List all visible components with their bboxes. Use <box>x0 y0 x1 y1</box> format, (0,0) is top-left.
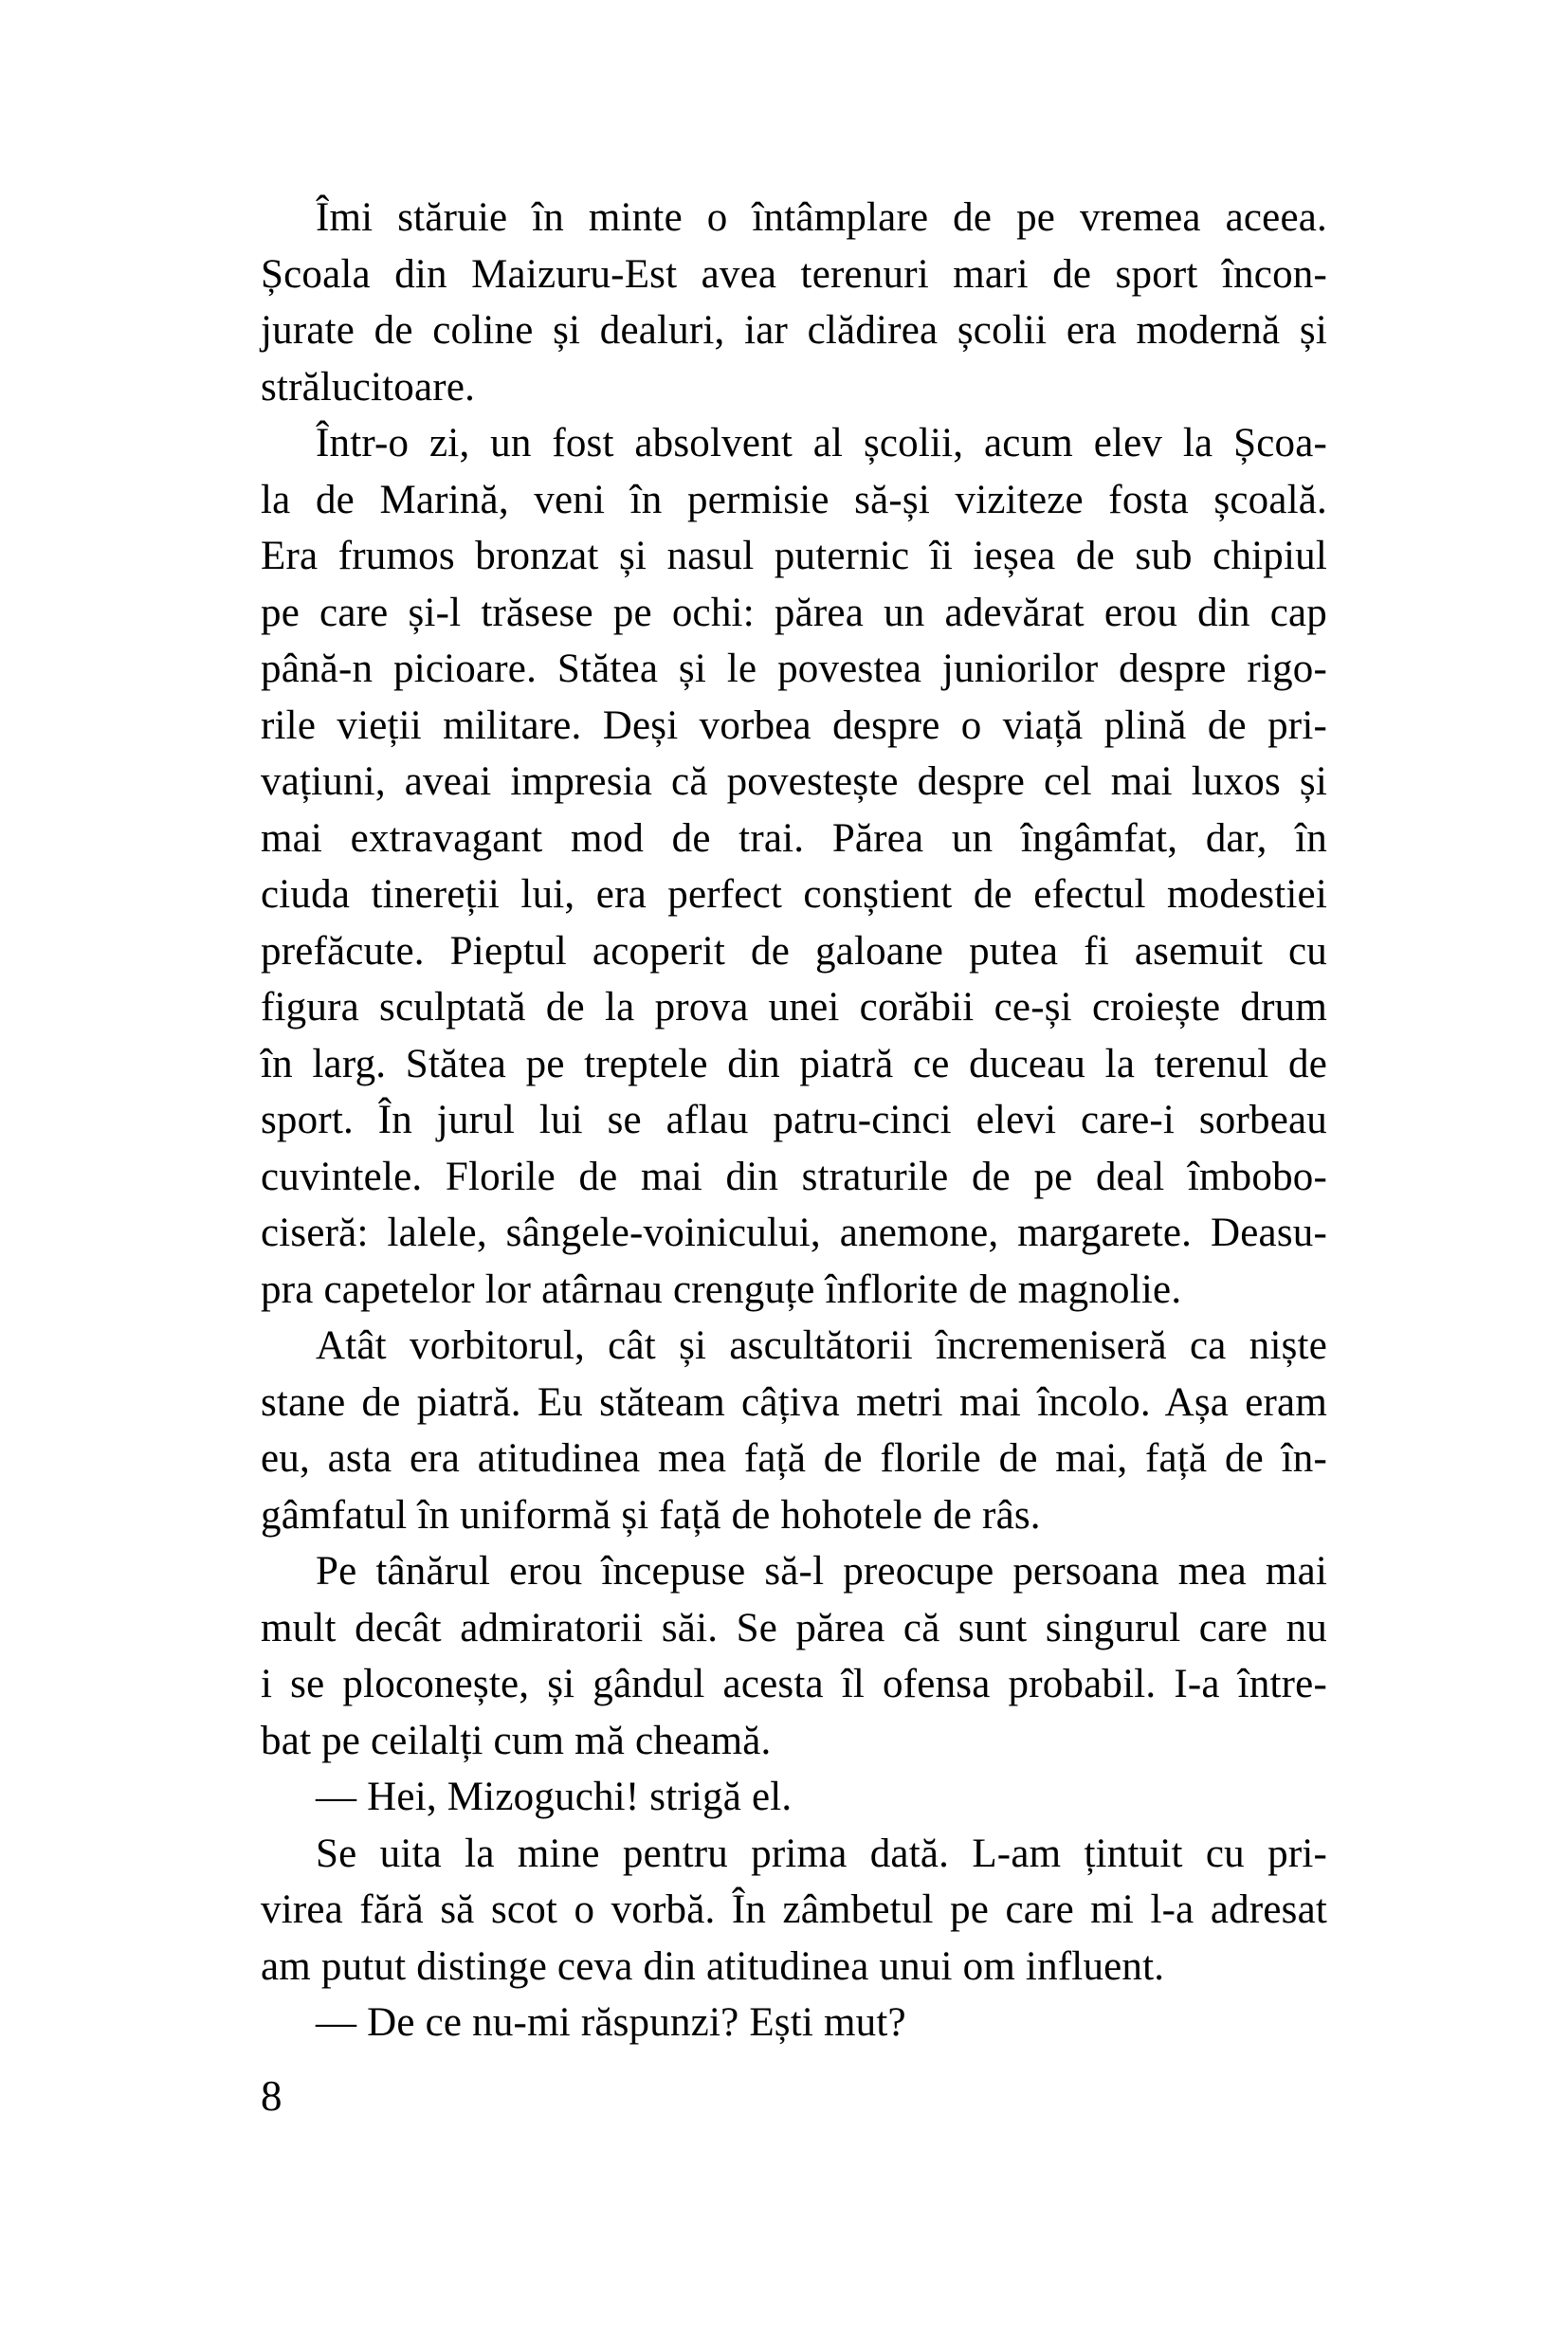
text-line: am putut distinge ceva din atitudinea unui om influent. <box>261 1943 1165 1989</box>
text-line: Îmi stăruie în minte o întâmplare de pe vremea aceea. <box>316 195 1327 240</box>
text-line: i se ploconește, și gândul acesta îl ofensa probabil. I-a între- <box>261 1662 1327 1706</box>
text-line: Școala din Maizuru-Est avea terenuri mari de sport încon- <box>261 251 1327 297</box>
text-line: la de Marină, veni în permisie să-și viziteze fosta școală. <box>261 477 1327 522</box>
text-line: mai extravagant mod de trai. Părea un îngâmfat, dar, în <box>261 815 1327 861</box>
text-line: cuvintele. Florile de mai din straturile de pe deal îmbobo- <box>261 1154 1327 1199</box>
text-line: sport. În jurul lui se aflau patru-cinci elevi care-i sorbeau <box>261 1098 1327 1142</box>
text-line: — De ce nu-mi răspunzi? Ești mut? <box>316 2000 906 2045</box>
text-line: Într-o zi, un fost absolvent al școlii, acum elev la Școa- <box>316 421 1327 465</box>
page-number: 8 <box>261 2072 283 2120</box>
text-line: bat pe ceilalți cum mă cheamă. <box>261 1718 772 1763</box>
text-line: până-n picioare. Stătea și le povestea juniorilor despre rigo- <box>261 647 1327 691</box>
text-line: pra capetelor lor atârnau crenguțe înflorite de magnolie. <box>261 1267 1182 1312</box>
text-line: jurate de coline și dealuri, iar clădirea școlii era modernă și <box>261 308 1327 353</box>
text-line: Se uita la mine pentru prima dată. L-am țintuit cu pri- <box>316 1831 1327 1876</box>
text-line: pe care și-l trăsese pe ochi: părea un adevărat erou din cap <box>261 590 1327 635</box>
text-line: rile vieții militare. Deși vorbea despre o viață plină de pri- <box>261 702 1327 748</box>
text-line: ciseră: lalele, sângele-voinicului, anemone, margarete. Deasu- <box>261 1211 1327 1255</box>
text-line: Atât vorbitorul, cât și ascultătorii încremeniseră ca niște <box>316 1323 1327 1368</box>
text-line: virea fără să scot o vorbă. În zâmbetul pe care mi l-a adresat <box>261 1887 1327 1932</box>
text-line: — Hei, Mizoguchi! strigă el. <box>316 1775 793 1819</box>
text-line: în larg. Stătea pe treptele din piatră ce duceau la terenul de <box>261 1041 1327 1086</box>
text-line: figura sculptată de la prova unei corăbii ce-și croiește drum <box>261 985 1327 1030</box>
text-line: ciuda tinereții lui, era perfect conștient de efectul modestiei <box>261 872 1327 917</box>
text-line: eu, asta era atitudinea mea față de florile de mai, față de în- <box>261 1436 1327 1481</box>
text-line: mult decât admiratorii săi. Se părea că sunt singurul care nu <box>261 1605 1327 1650</box>
text-block <box>261 190 1327 2051</box>
text-line: strălucitoare. <box>261 364 476 410</box>
text-line: vațiuni, aveai impresia că povestește despre cel mai luxos și <box>261 759 1327 804</box>
text-line: gâmfatul în uniformă și față de hohotele de râs. <box>261 1492 1041 1538</box>
text-line: prefăcute. Pieptul acoperit de galoane putea fi asemuit cu <box>261 928 1327 974</box>
text-line: stane de piatră. Eu stăteam câțiva metri mai încolo. Așa eram <box>261 1379 1327 1425</box>
text-line: Era frumos bronzat și nasul puternic îi ieșea de sub chipiul <box>261 534 1327 578</box>
text-line: Pe tânărul erou începuse să-l preocupe persoana mea mai <box>316 1549 1327 1594</box>
